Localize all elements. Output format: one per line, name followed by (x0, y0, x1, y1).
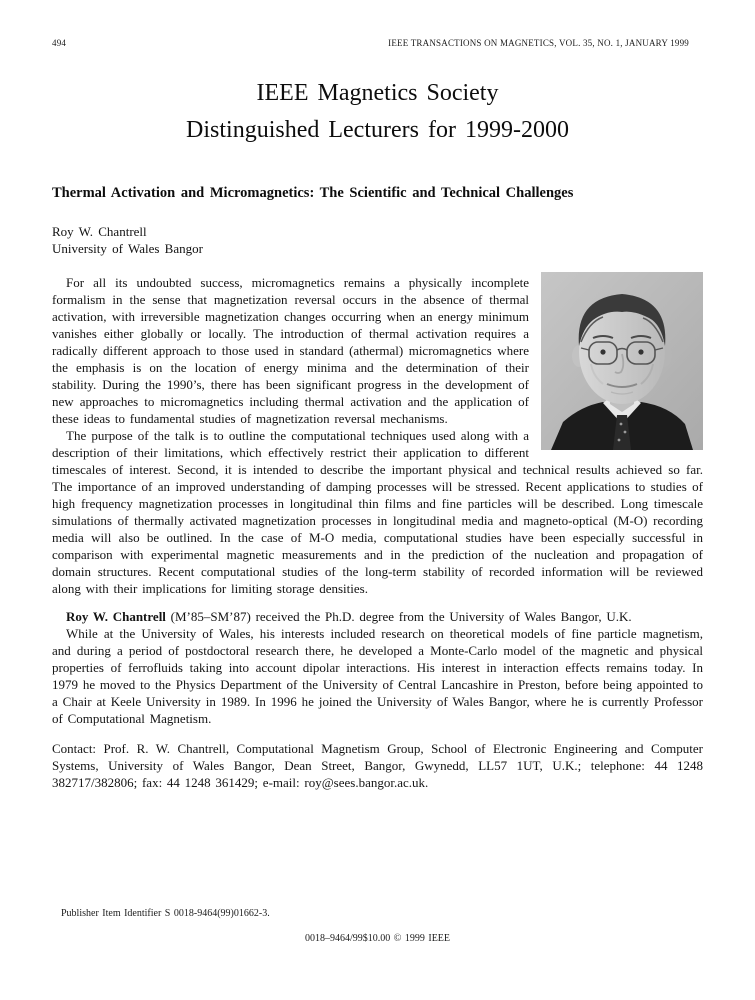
author-affiliation: University of Wales Bangor (52, 240, 203, 256)
document-title-line2: Distinguished Lecturers for 1999-2000 (186, 117, 569, 143)
portrait-illustration (541, 272, 703, 450)
bio-paragraph-1-text: (M’85–SM’87) received the Ph.D. degree from the University of Wales Bangor, U.K. (165, 609, 632, 624)
document-title-line1: IEEE Magnetics Society (256, 80, 499, 106)
publisher-item-identifier: Publisher Item Identifier S 0018-9464(99)01662-3. (61, 908, 270, 919)
bio-author-name: Roy W. Chantrell (66, 609, 166, 624)
page-number: 494 (52, 38, 67, 48)
document-title (52, 75, 703, 149)
journal-header: IEEE TRANSACTIONS ON MAGNETICS, VOL. 35, NO. 1, JANUARY 1999 (388, 38, 689, 48)
abstract-paragraph-1: For all its undoubted success, micromagnetics remains a physically incomplete formalism in the sense that magnetization reversal occurs in the absence of thermal activation, with irreversible magnetization changes occurring when an energy minimum vanishes either globally or locally. The introduction of thermal activation requires a radically different approach to those used in standard (athermal) micromagnetics where the emphasis is on the location of energy minima and the determination of their stability. During the 1990’s, there has been significant progress in the development of new approaches to micromagnetics including thermal activation and the application of these ideas to fundamental studies of magnetization reversal mechanisms. (52, 275, 529, 426)
author-name: Roy W. Chantrell (52, 224, 147, 239)
bio-paragraph-2: While at the University of Wales, his interests included research on theoretical models of fine particle magnetism, and during a period of postdoctoral research there, he developed a Monte-Carlo model of the magnetic and physical properties of ferrofluids taking into account dipolar interactions. His interest in interaction effects remains today. In 1979 he moved to the Physics Department of the University of Central Lancashire in Preston, before being appointed to a Chair at Keele University in 1989. In 1996 he joined the University of Wales Bangor, where he is currently Professor of Computational Magnetism. (52, 626, 703, 726)
lecture-title: Thermal Activation and Micromagnetics: The Scientific and Technical Challenges (52, 185, 574, 201)
copyright-line: 0018–9464/99$10.00 © 1999 IEEE (304, 933, 451, 944)
author-block (52, 224, 703, 257)
bio-paragraph-1 (52, 608, 703, 625)
running-head (52, 38, 703, 48)
abstract-paragraph-2: The purpose of the talk is to outline the computational techniques used along with a description of their limitations, which effectively restrict their application to different timescales of interest. Second, it is intended to describe the important physical and technical results achieved so far. The importance of an improved understanding of damping processes will be stressed. Recent applications to studies of high frequency magnetization processes in longitudinal thin films and fine particles will be described. Long timescale simulations of thermally activated magnetization processes in longitudinal media and magneto-optical (M-O) recording media will also be outlined. In the case of M-O media, computational studies have been especially successful in comparison with experimental magnetic measurements and in the prediction of the nucleation and propagation of domain structures. Recent computational studies of the long-term stability of recorded information will be reviewed along with their implications for limiting storage densities. (52, 428, 703, 596)
contact-paragraph: Contact: Prof. R. W. Chantrell, Computational Magnetism Group, School of Electronic Engineering and Computer Systems, University of Wales Bangor, Dean Street, Bangor, Gwynedd, LL57 1UT, U.K.; telephone: 44 1248 382717/382806; fax: 44 1248 361429; e-mail: roy@sees.bangor.ac.uk. (52, 741, 703, 790)
article-body (52, 274, 703, 791)
author-portrait-photo (541, 272, 703, 450)
